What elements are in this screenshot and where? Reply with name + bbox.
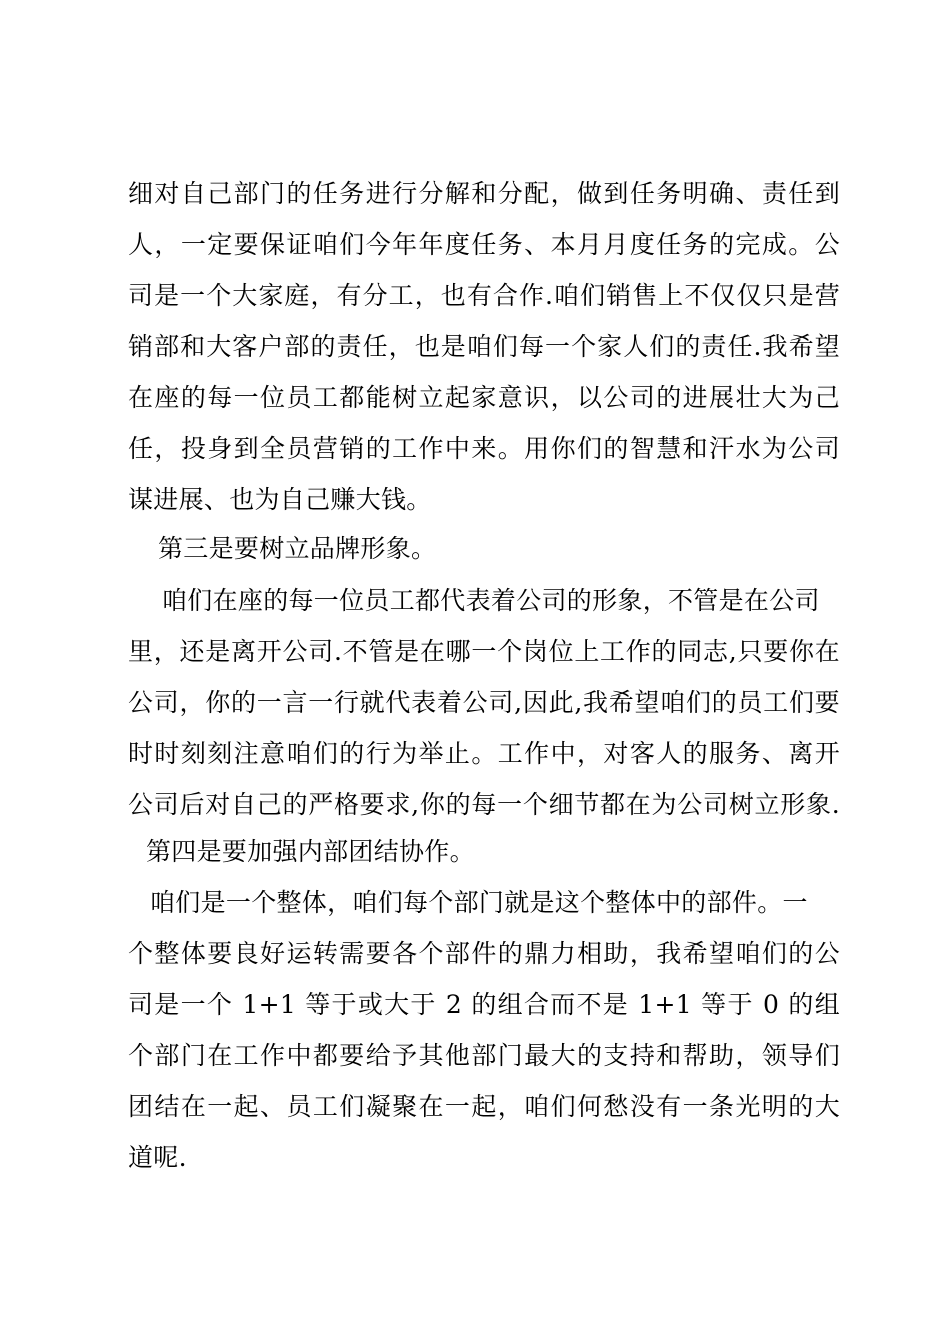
paragraph-line: 道呢. (128, 1143, 187, 1172)
paragraph-line: 司是一个 1+1 等于或大于 2 的组合而不是 1+1 等于 0 的组 (128, 990, 840, 1019)
section-heading-text: 第四是要加强内部团结协作。 (146, 837, 475, 866)
paragraph-line: 个整体要良好运转需要各个部件的鼎力相助，我希望咱们的公 (128, 939, 840, 968)
paragraph-line: 谋进展、也为自己赚大钱。 (128, 485, 432, 514)
paragraph-line: 细对自己部门的任务进行分解和分配，做到任务明确、责任到 (128, 179, 840, 208)
paragraph-line: 咱们在座的每一位员工都代表着公司的形象，不管是在公司 (162, 586, 820, 615)
paragraph-line: 司是一个大家庭，有分工，也有合作.咱们销售上不仅仅只是营 (128, 281, 840, 310)
section-heading-4 (128, 826, 840, 877)
paragraph-line: 公司，你的一言一行就代表着公司,因此,我希望咱们的员工们要 (128, 688, 840, 717)
section-heading-text: 第三是要树立品牌形象。 (158, 534, 437, 563)
paragraph-line: 人，一定要保证咱们今年年度任务、本月月度任务的完成。公 (128, 230, 840, 259)
paragraph-line: 时时刻刻注意咱们的行为举止。工作中，对客人的服务、离开 (128, 739, 840, 768)
paragraph-line: 团结在一起、员工们凝聚在一起，咱们何愁没有一条光明的大 (128, 1092, 840, 1121)
paragraph-line: 公司后对自己的严格要求,你的每一个细节都在为公司树立形象. (128, 790, 840, 819)
paragraph-line: 咱们是一个整体，咱们每个部门就是这个整体中的部件。一 (150, 888, 808, 917)
paragraph-line: 任，投身到全员营销的工作中来。用你们的智慧和汗水为公司 (128, 434, 840, 463)
paragraph-2 (128, 575, 840, 830)
paragraph-line: 在座的每一位员工都能树立起家意识，以公司的进展壮大为己 (128, 383, 840, 412)
paragraph-line: 销部和大客户部的责任，也是咱们每一个家人们的责任.我希望 (128, 332, 840, 361)
paragraph-line: 里，还是离开公司.不管是在哪一个岗位上工作的同志,只要你在 (128, 637, 840, 666)
paragraph-line: 个部门在工作中都要给予其他部门最大的支持和帮助，领导们 (128, 1041, 840, 1070)
section-heading-3 (128, 523, 840, 574)
paragraph-3 (128, 877, 840, 1183)
paragraph-1 (128, 168, 840, 525)
